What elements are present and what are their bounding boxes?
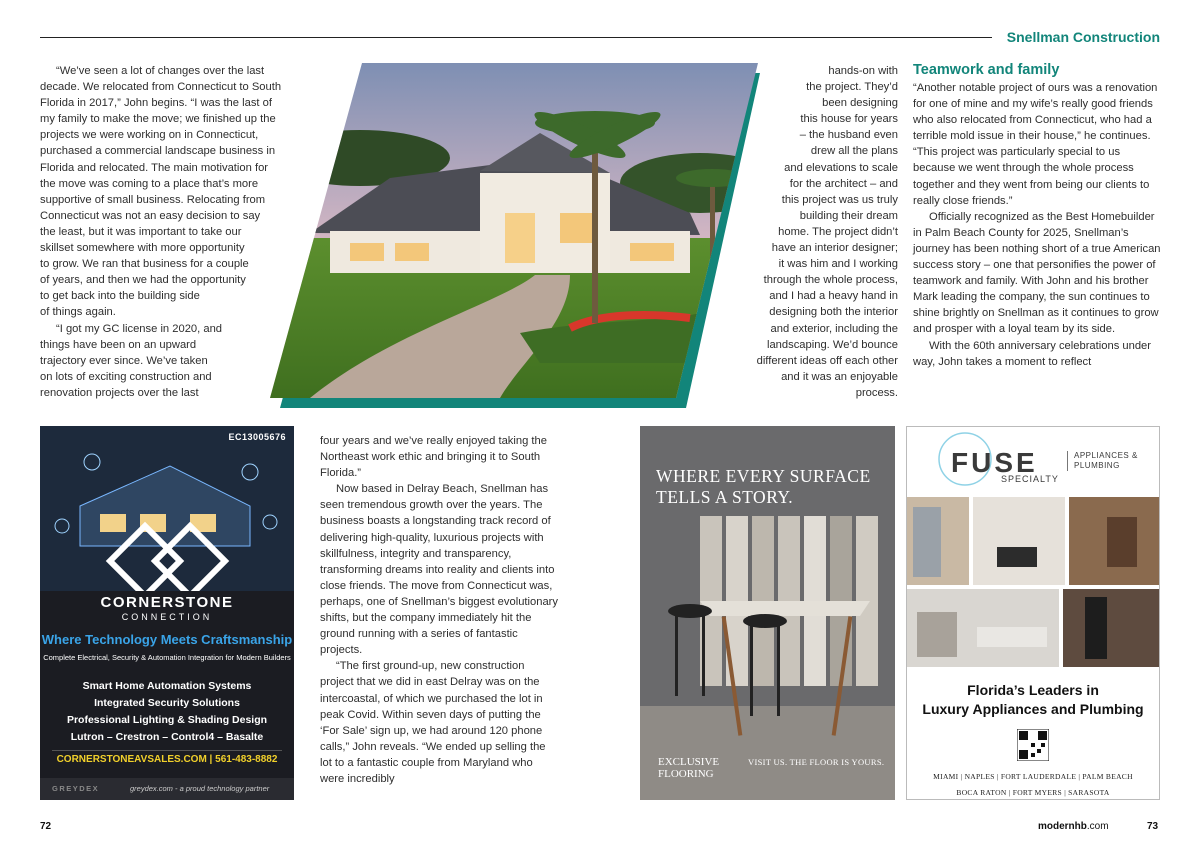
site-name[interactable] <box>1038 821 1109 832</box>
exclusive-flooring-ad[interactable] <box>640 426 895 800</box>
partner-text[interactable]: greydex.com - a proud technology partner <box>130 784 270 793</box>
text-line: this house for years <box>800 113 898 126</box>
ad-service: Integrated Security Solutions <box>94 697 240 709</box>
article-column-3 <box>913 61 1165 370</box>
license-number: EC13005676 <box>228 432 286 442</box>
fuse-specialty-ad[interactable] <box>906 426 1160 800</box>
ad-brand-sub: CONNECTION <box>121 612 213 622</box>
paragraph: “The first ground-up, new construction project that we did in east Delray was on the intercoastal, of which we purchased the lot in peak Covid. Within seven days of putting the ‘For Sale’ sign up, we had around 120 phone calls,” John reveals. “We ended up selling the lot to a fantastic couple from Maryland who were incredibly <box>320 660 546 785</box>
cornerstone-ad[interactable] <box>40 426 294 800</box>
paragraph: “Another notable project of ours was a renovation for one of mine and my wife’s really good friends who also relocated from Connecticut, who had a terrible mold issue in their house,” he continues. “This project was particularly special to us because we went through the whole process together and they went from being our clients to really close friends.” <box>913 82 1158 207</box>
locations-line: BOCA RATON | FORT MYERS | SARASOTA <box>956 788 1110 797</box>
fuse-category <box>1067 451 1138 471</box>
text-line: renovation projects over the last <box>40 386 199 399</box>
text-line: trajectory ever since. We’ve taken <box>40 354 208 367</box>
text-line: on lots of exciting construction and <box>40 370 212 383</box>
ad-brand: CORNERSTONE <box>100 594 234 611</box>
ad-footer <box>40 778 294 800</box>
article-column-2 <box>716 63 898 401</box>
greydex-logo: GREYDEX <box>52 784 100 793</box>
text-line: the project. They’d <box>806 81 898 94</box>
text-line: – the husband even <box>799 129 898 142</box>
headline-line: Florida’s Leaders in <box>967 682 1099 698</box>
article-column-1 <box>40 63 308 401</box>
fuse-logo: FUSE <box>951 447 1038 478</box>
ad-contact[interactable]: CORNERSTONEAVSALES.COM | 561-483-8882 <box>52 750 282 765</box>
text-line: “I got my GC license in 2020, and <box>56 322 223 335</box>
text-line: designing both the interior <box>769 306 898 319</box>
category-line: APPLIANCES & <box>1074 451 1138 460</box>
logo-line: FLOORING <box>658 768 714 780</box>
text-line: projects we were working on in Connecticut, <box>40 129 259 142</box>
headline-line: Luxury Appliances and Plumbing <box>922 701 1144 717</box>
text-line: and I had a heavy hand in <box>769 290 898 303</box>
text-line: my family to make the move; we finished up the <box>40 113 276 126</box>
text-line: to grow. We ran that business for a couple <box>40 258 249 271</box>
text-line: been designing <box>822 97 898 110</box>
text-line: home. The project didn’t <box>778 225 898 238</box>
text-line: for the architect – and <box>789 177 898 190</box>
text-line: landscaping. We’d bounce <box>766 338 898 351</box>
text-line: of things again. <box>40 306 116 319</box>
text-line: Florida and relocated. The main motivation for <box>40 161 269 174</box>
ad-service: Smart Home Automation Systems <box>82 680 252 692</box>
text-line: the move was coming to a place that’s more <box>40 177 259 190</box>
site-name-bold: modernhb <box>1038 821 1087 832</box>
smart-home-illustration <box>40 426 294 591</box>
page-number-right: 73 <box>1147 821 1159 832</box>
text-line: have an interior designer; <box>771 242 898 255</box>
site-name-suffix: .com <box>1086 821 1109 832</box>
text-line: supportive of small business. Relocating from <box>40 193 266 206</box>
text-line: drew all the plans <box>810 145 898 158</box>
ad-service: Lutron – Crestron – Control4 – Basalte <box>70 731 264 743</box>
hero-house-photo <box>270 63 760 408</box>
qr-code-icon[interactable] <box>1017 729 1049 761</box>
ad-service: Professional Lighting & Shading Design <box>66 714 268 726</box>
text-line: it was him and I working <box>778 258 898 271</box>
text-line: and exterior, including the <box>770 322 898 335</box>
text-line: skillset somewhere with more opportunity <box>40 242 245 255</box>
text-line: “We’ve seen a lot of changes over the last <box>56 65 265 77</box>
appliance-showroom-collage <box>907 497 1159 667</box>
text-line: through the whole process, <box>763 274 898 287</box>
text-line: of years, and then we had the opportunity <box>40 274 246 287</box>
ad-headline <box>907 681 1159 719</box>
text-line: building their dream <box>799 209 898 222</box>
paragraph: With the 60th anniversary celebrations under way, John takes a moment to reflect <box>913 339 1152 368</box>
text-line: things have been on an upward <box>40 338 197 351</box>
locations-line: MIAMI | NAPLES | FORT LAUDERDALE | PALM BEACH <box>933 772 1133 781</box>
text-line: and elevations to scale <box>784 161 898 174</box>
text-line: and it was an enjoyable <box>781 370 898 383</box>
text-line: the least, but it was important to take our <box>40 225 242 238</box>
paragraph: four years and we’ve really enjoyed taking the Northeast work ethic and bringing it to South Florida.” <box>320 435 547 480</box>
text-line: to get back into the building side <box>40 290 200 303</box>
flooring-logo <box>658 756 719 780</box>
text-line: Connecticut was not an easy decision to say <box>40 209 261 222</box>
article-column-4 <box>320 433 560 787</box>
category-line: PLUMBING <box>1074 461 1120 470</box>
text-line: different ideas off each other <box>756 354 898 367</box>
text-line: decade. We relocated from Connecticut to South <box>40 81 282 94</box>
fuse-specialty: SPECIALTY <box>1001 474 1059 484</box>
ad-headline: WHERE EVERY SURFACE TELLS A STORY. <box>656 466 871 507</box>
ad-tagline: Where Technology Meets Craftsmanship <box>41 632 293 647</box>
text-line: process. <box>855 386 898 399</box>
header-rule <box>40 37 992 38</box>
ad-description: Complete Electrical, Security & Automation Integration for Modern Builders <box>43 653 291 662</box>
text-line: purchased a commercial landscape business in <box>40 145 276 158</box>
page-number-left: 72 <box>40 821 52 832</box>
text-line: Florida in 2017,” John begins. “I was the last of <box>40 97 272 110</box>
text-line: hands-on with <box>828 65 898 77</box>
ad-visit-text: VISIT US. THE FLOOR IS YOURS. <box>748 757 885 767</box>
text-line: this project was us truly <box>781 193 898 206</box>
paragraph: Officially recognized as the Best Homebuilder in Palm Beach County for 2025, Snellman’s journey has been nothing short of a true American success story – one that personifies the power of teamwork and family. With John and his brother Mark leading the company, the sun continues to shine brightly on Snellman as it continues to grow and prosper with a loyal team by its side. <box>913 210 1161 336</box>
paragraph: Now based in Delray Beach, Snellman has seen tremendous growth over the years. The business boasts a longstanding track record of delivering high-quality, luxurious projects with skillfulness, integrity and transparency, transforming dreams into reality and clients into close friends. The move from Connecticut was, perhaps, one of Snellman’s biggest evolutionary shifts, but the company immediately hit the ground running with a series of fantastic projects. <box>320 483 558 657</box>
logo-line: EXCLUSIVE <box>658 756 720 768</box>
subheading: Teamwork and family <box>913 62 1060 78</box>
section-title: Snellman Construction <box>1006 29 1160 45</box>
